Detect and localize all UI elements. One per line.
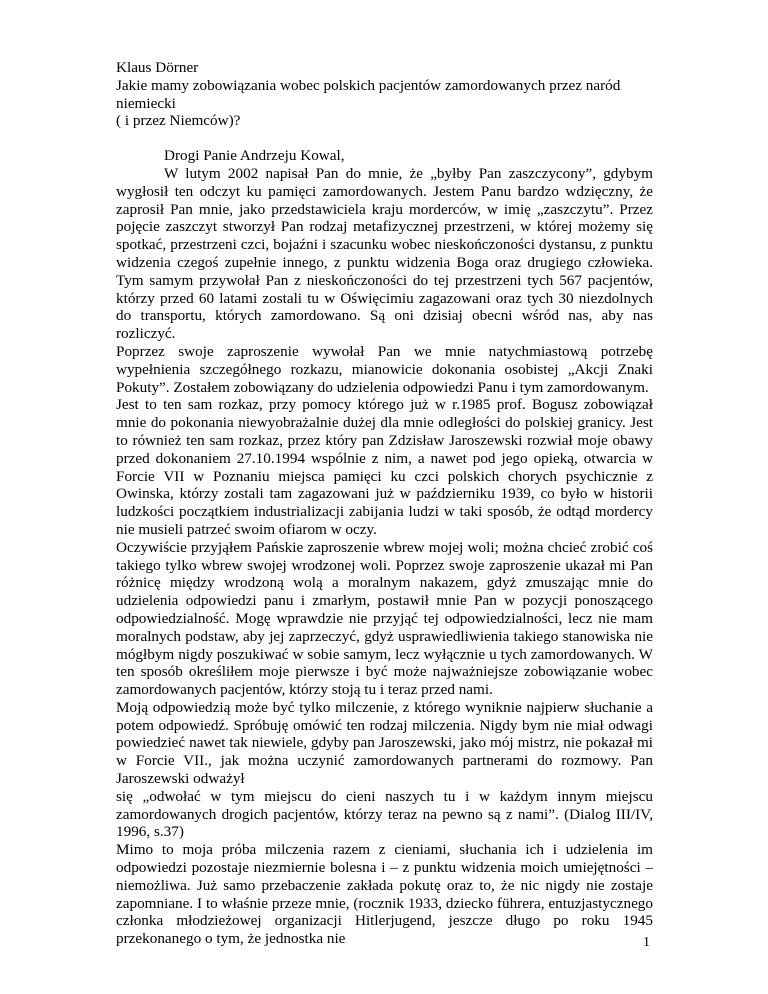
paragraph: W lutym 2002 napisał Pan do mnie, że „byłby Pan zaszczycony”, gdybym wygłosił ten odczyt ku pamięci zamordowanych. Jestem Panu bardzo wdzięczny, że zaprosił Pan mnie, jako przedstawiciela kraju morderców, w imię „zaszczytu”. Przez pojęcie zaszczyt stworzył Pan rodzaj metafizycznej przestrzeni, w której możemy się spotkać, przestrzeni czci, bojaźni i szacunku wobec nieskończoności dystansu, z punktu widzenia czegoś zupełnie innego, z punktu widzenia Boga oraz drugiego człowieka. Tym samym przywołał Pan z nieskończoności do tej przestrzeni tych 567 pacjentów, którzy przed 60 latami zostali tu w Oświęcimiu zagazowani oraz tych 30 niezdolnych do transportu, których zamordowano. Są oni dzisiaj obecni wśród nas, aby nas rozliczyć. — [116, 164, 653, 343]
author-name: Klaus Dörner — [116, 59, 199, 76]
paragraph: Poprzez swoje zaproszenie wywołał Pan we mnie natychmiastową potrzebę wypełnienia szczegółnego rozkazu, mianowicie dokonania osobistej „Akcji Znaki Pokuty”. Zostałem zobowiązany do udzielenia odpowiedzi Panu i tym zamordowanym. — [116, 342, 653, 396]
page-number: 1 — [643, 935, 650, 950]
paragraph: Mimo to moja próba milczenia razem z cieniami, słuchania ich i udzielenia im odpowiedzi pozostaje niezmiernie bolesna i – z punktu widzenia moich umiejętności – niemożliwa. Już samo przebaczenie zakłada pokutę oraz to, że nic nigdy nie zostaje zapomniane. I to właśnie przeze mnie, (rocznik 1933, dziecko führera, entuzjastycznego członka młodzieżowej organizacji Hitlerjugend, jeszcze długo po roku 1945 przekonanego o tym, że jednostka nie — [116, 841, 653, 948]
paragraph: Jest to ten sam rozkaz, przy pomocy którego już w r.1985 prof. Bogusz zobowiązał mnie do pokonania niewyobrażalnie dużej dla mnie odległości do polskiej granicy. Jest to również ten sam rozkaz, przez który pan Zdzisław Jaroszewski rozwiał moje obawy przed dokonaniem 27.10.1994 wspólnie z nim, a nawet pod jego opieką, otwarcia w Forcie VII w Poznaniu miejsca pamięci ku czci polskich chorych psychicznie z Owinska, którzy zostali tam zagazowani już w październiku 1939, co było w historii ludzkości początkiem industrializacji zabijania ludzi w taki sposób, że odtąd mordercy nie musieli patrzeć swoim ofiarom w oczy. — [116, 396, 653, 538]
document-body — [116, 59, 653, 948]
paragraph: Moją odpowiedzią może być tylko milczenie, z którego wyniknie najpierw słuchanie a potem odpowiedź. Spróbuję omówić ten rodzaj milczenia. Nigdy bym nie miał odwagi powiedzieć nawet tak niewiele, gdyby pan Jaroszewski, jako mój mistrz, nie pokazał mi w Forcie VII., jak można uczynić zamordowanych partnerami do rozmowy. Pan Jaroszewski odważył — [116, 698, 653, 788]
document-title: Jakie mamy zobowiązania wobec polskich pacjentów zamordowanych przez naród niemiecki — [116, 76, 621, 112]
salutation: Drogi Panie Andrzeju Kowal, — [164, 147, 345, 165]
document-title-continuation: ( i przez Niemców)? — [116, 112, 241, 130]
paragraph: Oczywiście przyjąłem Pańskie zaproszenie wbrew mojej woli; można chcieć zrobić coś takiego tylko wbrew swojej wrodzonej woli. Poprzez swoje zaproszenie ukazał mi Pan różnicę między wrodzoną wolą a moralnym nakazem, gdyż zmuszając mnie do udzielenia odpowiedzi panu i zmarłym, postawił mnie Pan w pozycji ponoszącego odpowiedzialność. Mogę wprawdzie nie przyjąć tej odpowiedzialności, lecz nie mam moralnych podstaw, aby jej zaprzeczyć, gdyż usprawiedliwienia takiego stanowiska nie mógłbym nigdy poszukiwać w sobie samym, lecz wyłącznie u tych zamordowanych. W ten sposób określiłem moje pierwsze i być może najważniejsze zobowiązanie wobec zamordowanych pacjentów, którzy stoją tu i teraz przed nami. — [116, 538, 653, 699]
paragraph-continuation: się „odwołać w tym miejscu do cieni naszych tu i w każdym innym miejscu zamordowanych drogich pacjentów, którzy teraz na pewno są z nami”. (Dialog III/IV, 1996, s.37) — [116, 787, 653, 841]
